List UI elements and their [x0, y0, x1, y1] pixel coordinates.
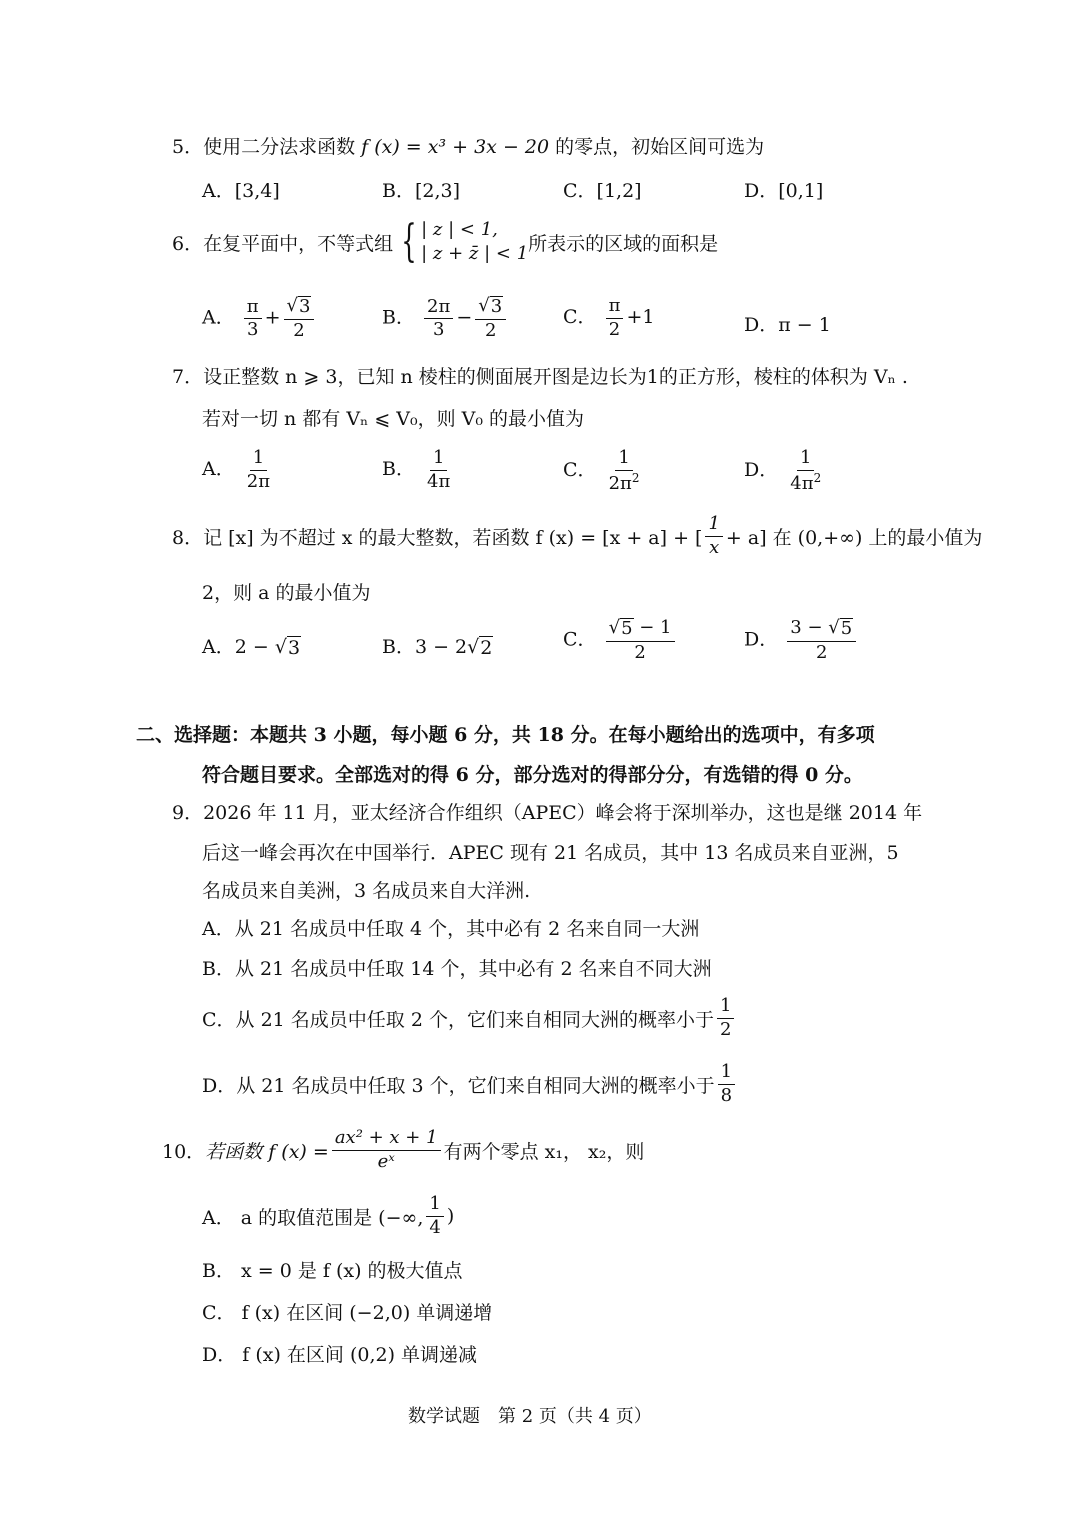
q10-option-d: D． f (x) 在区间 (0,2) 单调递减 [202, 1344, 478, 1366]
q8-option-a: A．2 − √ 3 [202, 636, 301, 659]
inequality-line-1: | z | < 1, [421, 219, 498, 240]
q6-option-a: A． $\frac{\pi}{3}$ + √ 3 2 [202, 296, 317, 341]
q7-option-a: A． $\frac{1}{2\pi}$ [202, 447, 271, 492]
page-footer: 数学试题 第 2 页（共 4 页） [408, 1406, 652, 1427]
function-expression: f (x) = x³ + 3x − 20 [361, 136, 550, 158]
question-7-line-1: 7．设正整数 n ⩾ 3，已知 n 棱柱的侧面展开图是边长为1的正方形，棱柱的体积为 Vₙ . [172, 366, 908, 388]
question-10-stem: 10． 若函数 f (x) = $\frac{\text{ax² + x + 1}}{\text{eˣ}}$ 有两个零点 x₁， x₂，则 [162, 1127, 645, 1172]
q6-option-d: D．π − 1 [744, 314, 831, 336]
q9-option-b: B．从 21 名成员中任取 14 个，其中必有 2 名来自不同大洲 [202, 958, 712, 980]
q8-option-c: C． √ 5 − 1 2 [563, 618, 678, 663]
question-8-line-2: 2，则 a 的最小值为 [202, 582, 371, 604]
question-9-line-3: 名成员来自美洲，3 名成员来自大洋洲. [202, 880, 531, 902]
q9-option-c: C．从 21 名成员中任取 2 个，它们来自相同大洲的概率小于 $\frac{1}{2}$ [202, 996, 737, 1040]
question-text: 所表示的区域的面积是 [528, 232, 719, 255]
q6-option-b: B． $\frac{2\pi}{3}$ − √ 3 2 [382, 296, 509, 341]
q6-option-c: C． $\frac{\pi}{2}$ +1 [563, 295, 655, 340]
section-2-heading-line-2: 符合题目要求。全部选对的得 6 分，部分选对的得部分分，有选错的得 0 分。 [202, 764, 863, 786]
question-text: 使用二分法求函数 [203, 136, 356, 158]
q8-option-d: D． 3 − √ 5 2 [744, 618, 859, 663]
q7-option-d: D． $\frac{1}{4\pi^2}$ [744, 447, 822, 494]
inequality-line-2: | z + z̄ | < 1 [421, 243, 529, 265]
q5-option-a: A．[3,4] [202, 180, 280, 202]
question-8-stem: 8． 记 [x] 为不超过 x 的最大整数，若函数 f (x) = [x + a] + [ $\frac{1}{x}$ + a] 在 (0,+∞) 上的最小值为 [172, 513, 983, 558]
q7-option-b: B． $\frac{1}{4\pi}$ [382, 447, 451, 492]
q10-option-b: B． x = 0 是 f (x) 的极大值点 [202, 1260, 463, 1282]
question-5-stem [172, 132, 764, 159]
section-2-heading-line-1: 二、选择题：本题共 3 小题，每小题 6 分，共 18 分。在每小题给出的选项中，有多项 [136, 724, 875, 746]
question-number: 6． [172, 232, 204, 255]
inequality-system: { | z | < 1, | z + z̄ | < 1 [401, 216, 529, 268]
question-7-line-2: 若对一切 n 都有 Vₙ ⩽ V₀，则 V₀ 的最小值为 [202, 408, 585, 430]
question-9-line-2: 后这一峰会再次在中国举行．APEC 现有 21 名成员，其中 13 名成员来自亚洲，5 [202, 842, 899, 864]
q5-option-d: D．[0,1] [744, 180, 824, 202]
q5-option-b: B．[2,3] [382, 180, 461, 202]
question-text: 在复平面中，不等式组 [203, 232, 394, 255]
q5-option-c: C．[1,2] [563, 180, 642, 202]
q8-option-b: B．3 − 2√ 2 [382, 636, 493, 659]
q9-option-a: A．从 21 名成员中任取 4 个，其中必有 2 名来自同一大洲 [202, 918, 700, 940]
q7-option-c: C． $\frac{1}{2\pi^2}$ [563, 447, 640, 494]
question-6-stem [172, 218, 718, 267]
q10-option-c: C． f (x) 在区间 (−2,0) 单调递增 [202, 1302, 493, 1324]
q9-option-d: D．从 21 名成员中任取 3 个，它们来自相同大洲的概率小于 $\frac{1}{8}$ [202, 1062, 738, 1106]
question-number: 5． [172, 136, 204, 158]
q10-option-a: A． a 的取值范围是 (−∞, $\frac{1}{4}$ ) [202, 1193, 455, 1238]
question-text: 的零点，初始区间可选为 [555, 136, 765, 158]
question-9-line-1: 9．2026 年 11 月，亚太经济合作组织（APEC）峰会将于深圳举办，这也是继 2014 年 [172, 802, 923, 824]
